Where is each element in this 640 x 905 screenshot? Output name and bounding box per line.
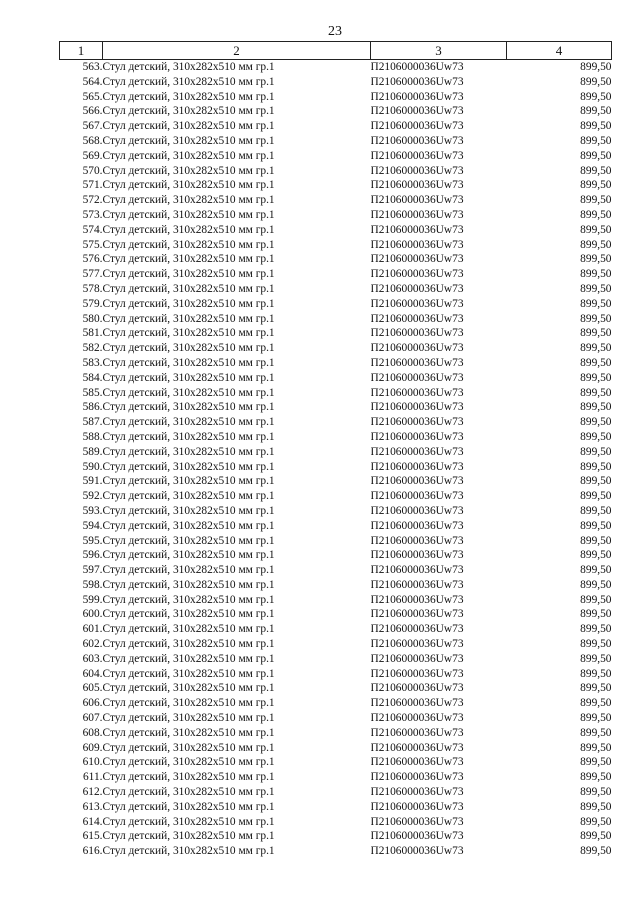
table-row: [60, 60, 612, 75]
inventory-code: П2106000036Uw73: [370, 504, 464, 517]
item-price: 899,50: [580, 726, 612, 739]
item-name: Стул детский, 310х282х510 мм гр.1: [102, 756, 275, 769]
item-price: 899,50: [580, 356, 612, 369]
row-number: 612.: [82, 786, 103, 799]
table-row: [60, 726, 612, 741]
item-name: Стул детский, 310х282х510 мм гр.1: [102, 815, 275, 828]
item-price: 899,50: [580, 845, 612, 858]
table-row: [60, 356, 612, 371]
item-name: Стул детский, 310х282х510 мм гр.1: [102, 771, 275, 784]
table-header-row: [60, 42, 612, 60]
table-row: [60, 755, 612, 770]
item-price: 899,50: [580, 401, 612, 414]
item-name: Стул детский, 310х282х510 мм гр.1: [102, 327, 275, 340]
inventory-code: П2106000036Uw73: [370, 268, 464, 281]
item-price: 899,50: [580, 61, 612, 73]
item-name: Стул детский, 310х282х510 мм гр.1: [102, 268, 275, 281]
row-number: 614.: [82, 815, 103, 828]
inventory-table: [59, 41, 612, 859]
inventory-code: П2106000036Uw73: [370, 238, 464, 251]
table-row: [60, 164, 612, 179]
inventory-code: П2106000036Uw73: [370, 786, 464, 799]
inventory-code: П2106000036Uw73: [370, 652, 464, 665]
item-price: 899,50: [580, 342, 612, 355]
inventory-code: П2106000036Uw73: [370, 490, 464, 503]
row-number: 596.: [82, 549, 103, 562]
inventory-code: П2106000036Uw73: [370, 61, 464, 73]
column-header-price: 4: [507, 42, 612, 60]
item-name: Стул детский, 310х282х510 мм гр.1: [102, 134, 275, 147]
table-row: [60, 208, 612, 223]
column-header-code: 3: [371, 42, 507, 60]
item-name: Стул детский, 310х282х510 мм гр.1: [102, 623, 275, 636]
row-number: 613.: [82, 800, 103, 813]
table-row: [60, 75, 612, 90]
item-price: 899,50: [580, 386, 612, 399]
item-price: 899,50: [580, 578, 612, 591]
inventory-code: П2106000036Uw73: [370, 430, 464, 443]
item-price: 899,50: [580, 430, 612, 443]
inventory-code: П2106000036Uw73: [370, 416, 464, 429]
item-price: 899,50: [580, 149, 612, 162]
item-name: Стул детский, 310х282х510 мм гр.1: [102, 697, 275, 710]
table-row: [60, 504, 612, 519]
table-row: [60, 445, 612, 460]
row-number: 590.: [82, 460, 103, 473]
table-row: [60, 548, 612, 563]
table-row: [60, 149, 612, 164]
row-number: 574.: [82, 223, 103, 236]
item-name: Стул детский, 310х282х510 мм гр.1: [102, 194, 275, 207]
row-number: 565.: [82, 90, 103, 103]
item-name: Стул детский, 310х282х510 мм гр.1: [102, 75, 275, 88]
item-name: Стул детский, 310х282х510 мм гр.1: [102, 549, 275, 562]
table-row: [60, 474, 612, 489]
table-row: [60, 223, 612, 238]
inventory-code: П2106000036Uw73: [370, 312, 464, 325]
inventory-code: П2106000036Uw73: [370, 608, 464, 621]
item-name: Стул детский, 310х282х510 мм гр.1: [102, 652, 275, 665]
table-row: [60, 829, 612, 844]
inventory-code: П2106000036Uw73: [370, 578, 464, 591]
row-number: 611.: [82, 771, 103, 784]
item-price: 899,50: [580, 253, 612, 266]
inventory-code: П2106000036Uw73: [370, 638, 464, 651]
item-price: 899,50: [580, 756, 612, 769]
inventory-code: П2106000036Uw73: [370, 342, 464, 355]
item-name: Стул детский, 310х282х510 мм гр.1: [102, 371, 275, 384]
inventory-code: П2106000036Uw73: [370, 756, 464, 769]
inventory-code: П2106000036Uw73: [370, 327, 464, 340]
inventory-code: П2106000036Uw73: [370, 356, 464, 369]
item-name: Стул детский, 310х282х510 мм гр.1: [102, 356, 275, 369]
item-name: Стул детский, 310х282х510 мм гр.1: [102, 564, 275, 577]
item-name: Стул детский, 310х282х510 мм гр.1: [102, 61, 275, 73]
table-row: [60, 593, 612, 608]
row-number: 584.: [82, 371, 103, 384]
item-name: Стул детский, 310х282х510 мм гр.1: [102, 490, 275, 503]
item-name: Стул детский, 310х282х510 мм гр.1: [102, 741, 275, 754]
inventory-code: П2106000036Uw73: [370, 682, 464, 695]
inventory-code: П2106000036Uw73: [370, 534, 464, 547]
item-price: 899,50: [580, 445, 612, 458]
page-number: 23: [328, 24, 342, 39]
item-name: Стул детский, 310х282х510 мм гр.1: [102, 445, 275, 458]
item-name: Стул детский, 310х282х510 мм гр.1: [102, 90, 275, 103]
item-price: 899,50: [580, 460, 612, 473]
inventory-code: П2106000036Uw73: [370, 741, 464, 754]
table-row: [60, 578, 612, 593]
item-name: Стул детский, 310х282х510 мм гр.1: [102, 608, 275, 621]
table-row: [60, 178, 612, 193]
item-price: 899,50: [580, 120, 612, 133]
row-number: 572.: [82, 194, 103, 207]
column-header-number: 1: [60, 42, 103, 60]
table-row: [60, 800, 612, 815]
table-row: [60, 297, 612, 312]
table-row: [60, 238, 612, 253]
row-number: 604.: [82, 667, 103, 680]
inventory-code: П2106000036Uw73: [370, 75, 464, 88]
item-price: 899,50: [580, 638, 612, 651]
item-price: 899,50: [580, 534, 612, 547]
table-row: [60, 415, 612, 430]
table-row: [60, 563, 612, 578]
inventory-code: П2106000036Uw73: [370, 164, 464, 177]
inventory-code: П2106000036Uw73: [370, 120, 464, 133]
table-row: [60, 326, 612, 341]
item-name: Стул детский, 310х282х510 мм гр.1: [102, 223, 275, 236]
item-name: Стул детский, 310х282х510 мм гр.1: [102, 282, 275, 295]
item-name: Стул детский, 310х282х510 мм гр.1: [102, 297, 275, 310]
item-price: 899,50: [580, 282, 612, 295]
item-price: 899,50: [580, 223, 612, 236]
item-price: 899,50: [580, 712, 612, 725]
item-name: Стул детский, 310х282х510 мм гр.1: [102, 312, 275, 325]
row-number: 600.: [82, 608, 103, 621]
inventory-code: П2106000036Uw73: [370, 90, 464, 103]
table-row: [60, 770, 612, 785]
row-number: 577.: [82, 268, 103, 281]
item-price: 899,50: [580, 416, 612, 429]
row-number: 580.: [82, 312, 103, 325]
table-row: [60, 652, 612, 667]
inventory-code: П2106000036Uw73: [370, 830, 464, 843]
row-number: 605.: [82, 682, 103, 695]
item-price: 899,50: [580, 208, 612, 221]
row-number: 573.: [82, 208, 103, 221]
item-price: 899,50: [580, 134, 612, 147]
item-price: 899,50: [580, 623, 612, 636]
column-header-name: 2: [103, 42, 371, 60]
row-number: 567.: [82, 120, 103, 133]
item-price: 899,50: [580, 741, 612, 754]
table-row: [60, 785, 612, 800]
row-number: 587.: [82, 416, 103, 429]
inventory-code: П2106000036Uw73: [370, 519, 464, 532]
row-number: 616.: [82, 845, 103, 858]
row-number: 598.: [82, 578, 103, 591]
row-number: 609.: [82, 741, 103, 754]
item-price: 899,50: [580, 830, 612, 843]
item-name: Стул детский, 310х282х510 мм гр.1: [102, 149, 275, 162]
item-price: 899,50: [580, 297, 612, 310]
row-number: 578.: [82, 282, 103, 295]
item-price: 899,50: [580, 490, 612, 503]
table-row: [60, 637, 612, 652]
inventory-code: П2106000036Uw73: [370, 593, 464, 606]
item-name: Стул детский, 310х282х510 мм гр.1: [102, 253, 275, 266]
row-number: 575.: [82, 238, 103, 251]
table-row: [60, 681, 612, 696]
row-number: 569.: [82, 149, 103, 162]
item-name: Стул детский, 310х282х510 мм гр.1: [102, 208, 275, 221]
item-price: 899,50: [580, 667, 612, 680]
item-name: Стул детский, 310х282х510 мм гр.1: [102, 682, 275, 695]
row-number: 591.: [82, 475, 103, 488]
inventory-code: П2106000036Uw73: [370, 297, 464, 310]
row-number: 603.: [82, 652, 103, 665]
table-row: [60, 696, 612, 711]
inventory-code: П2106000036Uw73: [370, 697, 464, 710]
inventory-code: П2106000036Uw73: [370, 253, 464, 266]
inventory-code: П2106000036Uw73: [370, 564, 464, 577]
item-price: 899,50: [580, 194, 612, 207]
row-number: 595.: [82, 534, 103, 547]
inventory-code: П2106000036Uw73: [370, 667, 464, 680]
item-name: Стул детский, 310х282х510 мм гр.1: [102, 430, 275, 443]
item-price: 899,50: [580, 312, 612, 325]
table-row: [60, 489, 612, 504]
row-number: 588.: [82, 430, 103, 443]
table-row: [60, 667, 612, 682]
item-price: 899,50: [580, 786, 612, 799]
item-price: 899,50: [580, 105, 612, 118]
inventory-code: П2106000036Uw73: [370, 771, 464, 784]
row-number: 582.: [82, 342, 103, 355]
item-name: Стул детский, 310х282х510 мм гр.1: [102, 786, 275, 799]
row-number: 594.: [82, 519, 103, 532]
item-price: 899,50: [580, 164, 612, 177]
row-number: 593.: [82, 504, 103, 517]
item-price: 899,50: [580, 268, 612, 281]
table-row: [60, 741, 612, 756]
item-price: 899,50: [580, 549, 612, 562]
inventory-code: П2106000036Uw73: [370, 134, 464, 147]
table-row: [60, 104, 612, 119]
inventory-code: П2106000036Uw73: [370, 194, 464, 207]
item-price: 899,50: [580, 593, 612, 606]
row-number: 589.: [82, 445, 103, 458]
item-name: Стул детский, 310х282х510 мм гр.1: [102, 105, 275, 118]
row-number: 576.: [82, 253, 103, 266]
inventory-code: П2106000036Uw73: [370, 223, 464, 236]
item-name: Стул детский, 310х282х510 мм гр.1: [102, 726, 275, 739]
item-price: 899,50: [580, 800, 612, 813]
item-name: Стул детский, 310х282х510 мм гр.1: [102, 800, 275, 813]
row-number: 602.: [82, 638, 103, 651]
inventory-code: П2106000036Uw73: [370, 800, 464, 813]
row-number: 606.: [82, 697, 103, 710]
inventory-code: П2106000036Uw73: [370, 105, 464, 118]
item-price: 899,50: [580, 90, 612, 103]
table-row: [60, 90, 612, 105]
row-number: 566.: [82, 105, 103, 118]
item-name: Стул детский, 310х282х510 мм гр.1: [102, 238, 275, 251]
table-row: [60, 341, 612, 356]
table-row: [60, 119, 612, 134]
table-row: [60, 430, 612, 445]
row-number: 583.: [82, 356, 103, 369]
table-row: [60, 371, 612, 386]
item-name: Стул детский, 310х282х510 мм гр.1: [102, 120, 275, 133]
inventory-code: П2106000036Uw73: [370, 386, 464, 399]
inventory-code: П2106000036Uw73: [370, 726, 464, 739]
item-price: 899,50: [580, 771, 612, 784]
item-price: 899,50: [580, 815, 612, 828]
table-row: [60, 711, 612, 726]
row-number: 597.: [82, 564, 103, 577]
table-row: [60, 134, 612, 149]
table-row: [60, 622, 612, 637]
item-name: Стул детский, 310х282х510 мм гр.1: [102, 386, 275, 399]
row-number: 608.: [82, 726, 103, 739]
item-name: Стул детский, 310х282х510 мм гр.1: [102, 401, 275, 414]
item-name: Стул детский, 310х282х510 мм гр.1: [102, 179, 275, 192]
table-row: [60, 252, 612, 267]
item-price: 899,50: [580, 682, 612, 695]
table-row: [60, 815, 612, 830]
row-number: 586.: [82, 401, 103, 414]
row-number: 592.: [82, 490, 103, 503]
item-name: Стул детский, 310х282х510 мм гр.1: [102, 519, 275, 532]
inventory-code: П2106000036Uw73: [370, 445, 464, 458]
item-price: 899,50: [580, 238, 612, 251]
inventory-code: П2106000036Uw73: [370, 401, 464, 414]
item-price: 899,50: [580, 504, 612, 517]
inventory-code: П2106000036Uw73: [370, 460, 464, 473]
table-row: [60, 312, 612, 327]
row-number: 570.: [82, 164, 103, 177]
item-price: 899,50: [580, 475, 612, 488]
row-number: 607.: [82, 712, 103, 725]
inventory-code: П2106000036Uw73: [370, 149, 464, 162]
table-row: [60, 519, 612, 534]
item-price: 899,50: [580, 608, 612, 621]
item-name: Стул детский, 310х282х510 мм гр.1: [102, 593, 275, 606]
item-price: 899,50: [580, 564, 612, 577]
row-number: 615.: [82, 830, 103, 843]
table-row: [60, 400, 612, 415]
table-row: [60, 844, 612, 859]
inventory-code: П2106000036Uw73: [370, 549, 464, 562]
inventory-code: П2106000036Uw73: [370, 179, 464, 192]
row-number: 568.: [82, 134, 103, 147]
inventory-code: П2106000036Uw73: [370, 475, 464, 488]
item-price: 899,50: [580, 697, 612, 710]
inventory-code: П2106000036Uw73: [370, 282, 464, 295]
item-name: Стул детский, 310х282х510 мм гр.1: [102, 638, 275, 651]
inventory-code: П2106000036Uw73: [370, 712, 464, 725]
item-price: 899,50: [580, 371, 612, 384]
item-name: Стул детский, 310х282х510 мм гр.1: [102, 416, 275, 429]
item-name: Стул детский, 310х282х510 мм гр.1: [102, 342, 275, 355]
item-price: 899,50: [580, 179, 612, 192]
row-number: 601.: [82, 623, 103, 636]
item-price: 899,50: [580, 519, 612, 532]
item-price: 899,50: [580, 652, 612, 665]
table-row: [60, 607, 612, 622]
table-body: [60, 60, 612, 860]
table-row: [60, 282, 612, 297]
table-row: [60, 460, 612, 475]
row-number: 579.: [82, 297, 103, 310]
item-name: Стул детский, 310х282х510 мм гр.1: [102, 504, 275, 517]
row-number: 564.: [82, 75, 103, 88]
table-row: [60, 386, 612, 401]
item-name: Стул детский, 310х282х510 мм гр.1: [102, 534, 275, 547]
row-number: 610.: [82, 756, 103, 769]
inventory-code: П2106000036Uw73: [370, 371, 464, 384]
inventory-code: П2106000036Uw73: [370, 623, 464, 636]
item-name: Стул детский, 310х282х510 мм гр.1: [102, 830, 275, 843]
table-row: [60, 267, 612, 282]
item-name: Стул детский, 310х282х510 мм гр.1: [102, 712, 275, 725]
inventory-code: П2106000036Uw73: [370, 208, 464, 221]
item-name: Стул детский, 310х282х510 мм гр.1: [102, 845, 275, 858]
row-number: 581.: [82, 327, 103, 340]
item-name: Стул детский, 310х282х510 мм гр.1: [102, 578, 275, 591]
item-name: Стул детский, 310х282х510 мм гр.1: [102, 667, 275, 680]
item-price: 899,50: [580, 327, 612, 340]
table-row: [60, 193, 612, 208]
item-name: Стул детский, 310х282х510 мм гр.1: [102, 460, 275, 473]
row-number: 571.: [82, 179, 103, 192]
inventory-code: П2106000036Uw73: [370, 845, 464, 858]
inventory-code: П2106000036Uw73: [370, 815, 464, 828]
item-name: Стул детский, 310х282х510 мм гр.1: [102, 475, 275, 488]
row-number: 599.: [82, 593, 103, 606]
item-price: 899,50: [580, 75, 612, 88]
row-number: 563.: [82, 61, 103, 73]
row-number: 585.: [82, 386, 103, 399]
item-name: Стул детский, 310х282х510 мм гр.1: [102, 164, 275, 177]
table-row: [60, 534, 612, 549]
